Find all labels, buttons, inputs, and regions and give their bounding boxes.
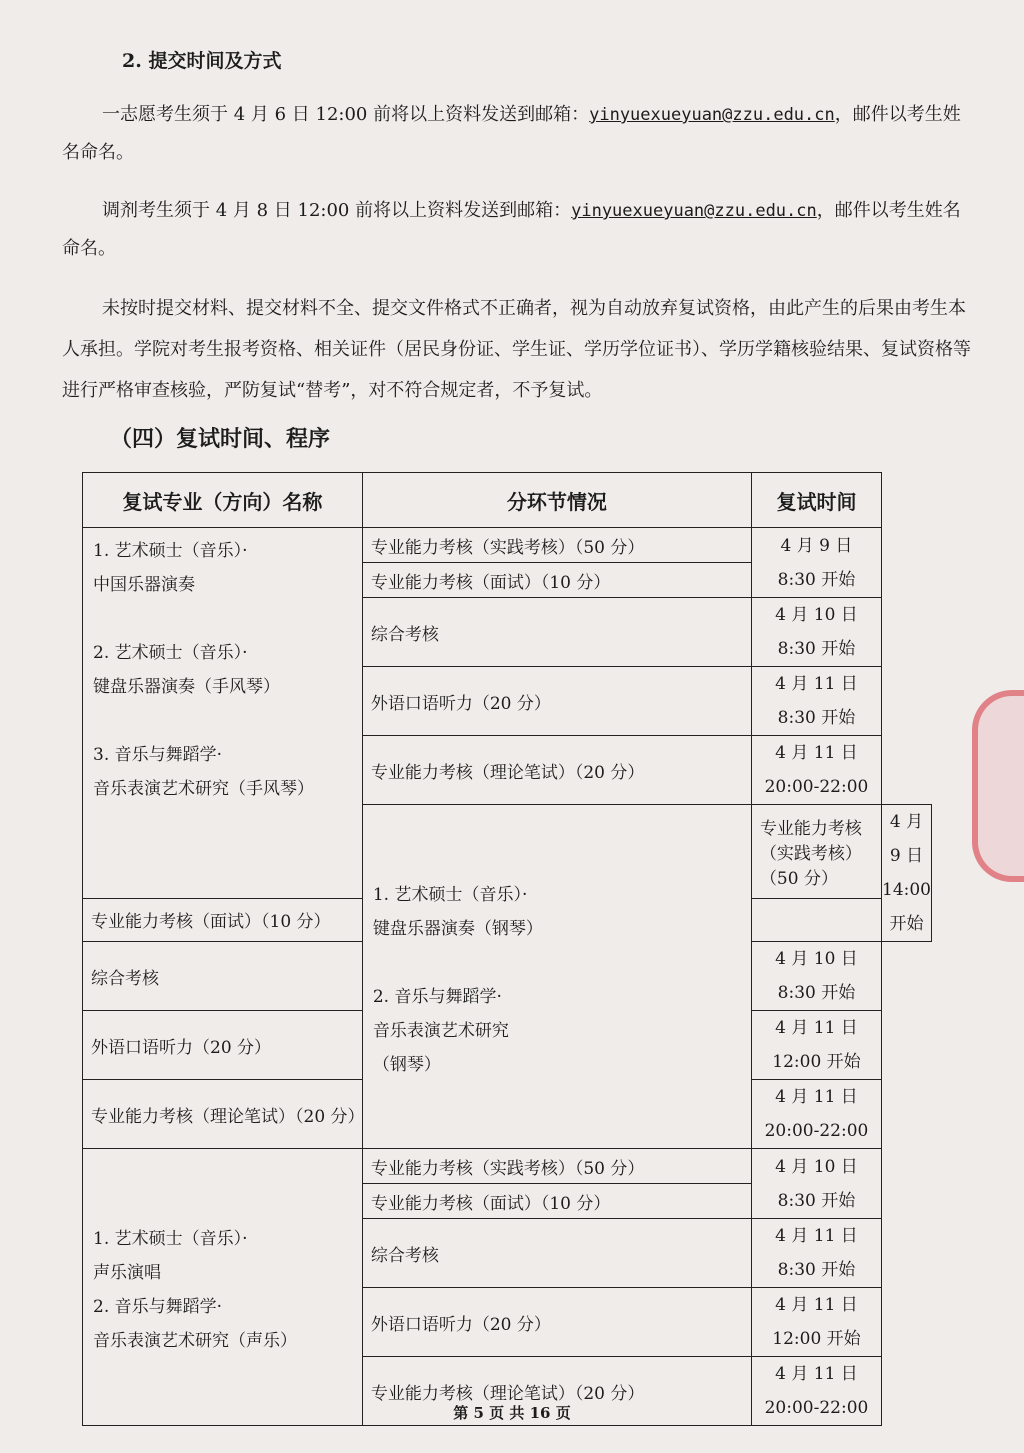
time-cell — [751, 736, 881, 805]
segment-cell: 外语口语听力（20 分） — [83, 1011, 363, 1080]
major-name: （钢琴） — [372, 1054, 441, 1075]
segment-cell: 外语口语听力（20 分） — [362, 1288, 751, 1357]
time-cell — [751, 1219, 881, 1288]
time-start: 20:00-22:00 — [764, 1398, 869, 1418]
time-cell — [882, 805, 932, 942]
segment-cell: 专业能力考核（理论笔试）（20 分） — [83, 1080, 363, 1149]
time-date: 4 月 11 日 — [775, 1226, 858, 1246]
section-heading-submission: 2. 提交时间及方式 — [122, 50, 282, 72]
time-start: 12:00 开始 — [772, 1329, 861, 1349]
page-number-footer: 第 5 页 共 16 页 — [453, 1404, 571, 1422]
table-row — [83, 528, 932, 563]
major-name: 音乐表演艺术研究 — [372, 1020, 509, 1041]
time-cell — [751, 598, 881, 667]
email-link[interactable]: yinyuexueyuan@zzu.edu.cn — [571, 201, 817, 221]
time-start: 12:00 开始 — [772, 1052, 861, 1072]
table-header-row — [83, 473, 932, 528]
time-cell — [751, 942, 881, 1011]
paragraph-adjusted — [62, 192, 972, 268]
time-start: 8:30 开始 — [777, 983, 856, 1003]
paragraph-adjusted-tail: ，邮件以考生姓名命名。 — [62, 200, 961, 259]
segment-cell: 专业能力考核（理论笔试）（20 分） — [362, 1357, 751, 1426]
time-date: 4 月 10 日 — [775, 1156, 858, 1177]
segment-cell: 专业能力考核（理论笔试）（20 分） — [362, 736, 751, 805]
major-cell — [83, 1149, 363, 1426]
section-heading-schedule: （四）复试时间、程序 — [110, 426, 331, 452]
time-date: 4 月 11 日 — [775, 743, 858, 763]
time-cell — [751, 1288, 881, 1357]
time-cell — [751, 528, 881, 598]
time-date: 4 月 9 日 — [889, 812, 924, 866]
time-date: 4 月 11 日 — [775, 1364, 858, 1384]
time-date: 4 月 10 日 — [775, 949, 858, 969]
major-name: 1. 艺术硕士（音乐）· — [93, 1229, 248, 1249]
paragraph-first-choice-tail: ，邮件以考生姓名命名。 — [62, 104, 961, 163]
time-start: 20:00-22:00 — [764, 1121, 869, 1141]
major-name: 1. 艺术硕士（音乐）· — [93, 541, 248, 561]
red-seal-stamp — [972, 690, 1024, 882]
time-start: 8:30 开始 — [777, 1260, 856, 1280]
time-start: 8:30 开始 — [777, 708, 856, 728]
major-name: 2. 音乐与舞蹈学· — [93, 1297, 223, 1317]
time-cell — [751, 1011, 881, 1080]
major-name: 键盘乐器演奏（钢琴） — [372, 918, 543, 939]
major-name: 1. 艺术硕士（音乐）· — [372, 884, 528, 905]
major-name: 声乐演唱 — [93, 1263, 161, 1283]
major-name: 音乐表演艺术研究（声乐） — [93, 1331, 297, 1351]
time-cell — [751, 1080, 881, 1149]
major-cell — [83, 528, 363, 899]
header-segments: 分环节情况 — [362, 473, 751, 528]
major-name: 3. 音乐与舞蹈学· — [93, 745, 223, 765]
segment-cell: 外语口语听力（20 分） — [362, 667, 751, 736]
segment-cell: 专业能力考核（面试）（10 分） — [362, 1184, 751, 1219]
major-cell — [362, 805, 751, 1149]
major-name: 2. 艺术硕士（音乐）· — [93, 643, 248, 663]
segment-cell: 综合考核 — [362, 1219, 751, 1288]
time-start: 14:00 开始 — [882, 880, 931, 934]
time-date: 4 月 11 日 — [775, 1018, 858, 1038]
major-name: 键盘乐器演奏（手风琴） — [93, 677, 280, 697]
major-name: 音乐表演艺术研究（手风琴） — [93, 779, 314, 799]
time-date: 4 月 11 日 — [775, 1295, 858, 1315]
segment-cell: 综合考核 — [362, 598, 751, 667]
time-date: 4 月 11 日 — [775, 1087, 858, 1107]
time-start: 8:30 开始 — [777, 1190, 856, 1211]
schedule-table — [82, 472, 932, 1426]
paragraph-adjusted-text: 调剂考生须于 4 月 8 日 12:00 前将以上资料发送到邮箱： — [102, 200, 572, 221]
time-start: 8:30 开始 — [777, 569, 856, 590]
time-cell — [751, 667, 881, 736]
segment-cell: 专业能力考核（面试）（10 分） — [362, 563, 751, 598]
time-start: 20:00-22:00 — [764, 777, 869, 797]
segment-cell: 专业能力考核（实践考核）（50 分） — [751, 805, 881, 899]
paragraph-requirements: 未按时提交材料、提交材料不全、提交文件格式不正确者，视为自动放弃复试资格，由此产生的后果由考生本人承担。学院对考生报考资格、相关证件（居民身份证、学生证、学历学位证书）、学历学籍核验结果、复试资格等进行严格审查核验，严防复试“替考”，对不符合规定者，不予复试。 — [62, 298, 971, 401]
major-name: 中国乐器演奏 — [93, 575, 195, 595]
major-name: 2. 音乐与舞蹈学· — [372, 986, 502, 1007]
paragraph-first-choice-text: 一志愿考生须于 4 月 6 日 12:00 前将以上资料发送到邮箱： — [102, 104, 590, 125]
segment-cell: 综合考核 — [83, 942, 363, 1011]
table-row — [83, 1149, 932, 1184]
time-start: 8:30 开始 — [777, 639, 856, 659]
time-date: 4 月 10 日 — [775, 605, 858, 625]
time-date: 4 月 9 日 — [780, 535, 853, 556]
email-link[interactable]: yinyuexueyuan@zzu.edu.cn — [589, 105, 835, 125]
segment-cell: 专业能力考核（面试）（10 分） — [83, 898, 363, 941]
segment-cell: 专业能力考核（实践考核）（50 分） — [362, 1149, 751, 1184]
segment-cell: 专业能力考核（实践考核）（50 分） — [362, 528, 751, 563]
time-date: 4 月 11 日 — [775, 674, 858, 694]
paragraph-first-choice — [62, 96, 972, 172]
header-time: 复试时间 — [751, 473, 881, 528]
header-major: 复试专业（方向）名称 — [83, 473, 363, 528]
time-cell — [751, 1149, 881, 1219]
